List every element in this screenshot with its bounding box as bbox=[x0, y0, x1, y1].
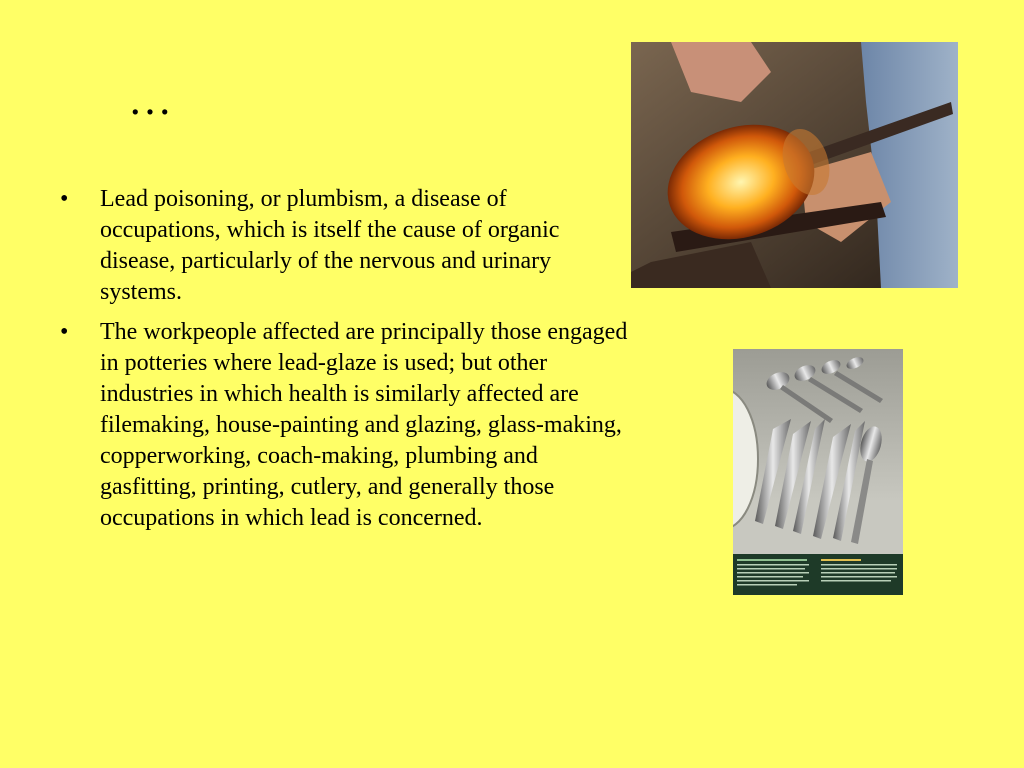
cutlery-photo bbox=[733, 349, 903, 595]
slide-title: … bbox=[128, 75, 174, 124]
bullet-item bbox=[60, 184, 630, 308]
bullet-list bbox=[60, 184, 630, 543]
bullet-marker: • bbox=[60, 186, 69, 212]
glassblowing-photo bbox=[631, 42, 958, 288]
bullet-item bbox=[60, 317, 630, 534]
bullet-text: The workpeople affected are principally those engaged in potteries where lead-glaze is used; but other industries in which health is similarly affected are filemaking, house-painting and glazing, glass-making, copperworking, coach-making, plumbing and gasfitting, printing, cutlery, and generally those occupations in which lead is concerned. bbox=[100, 319, 628, 531]
bullet-marker: • bbox=[60, 319, 69, 345]
bullet-text: Lead poisoning, or plumbism, a disease of occupations, which is itself the cause of organic disease, particularly of the nervous and urinary systems. bbox=[100, 186, 560, 305]
